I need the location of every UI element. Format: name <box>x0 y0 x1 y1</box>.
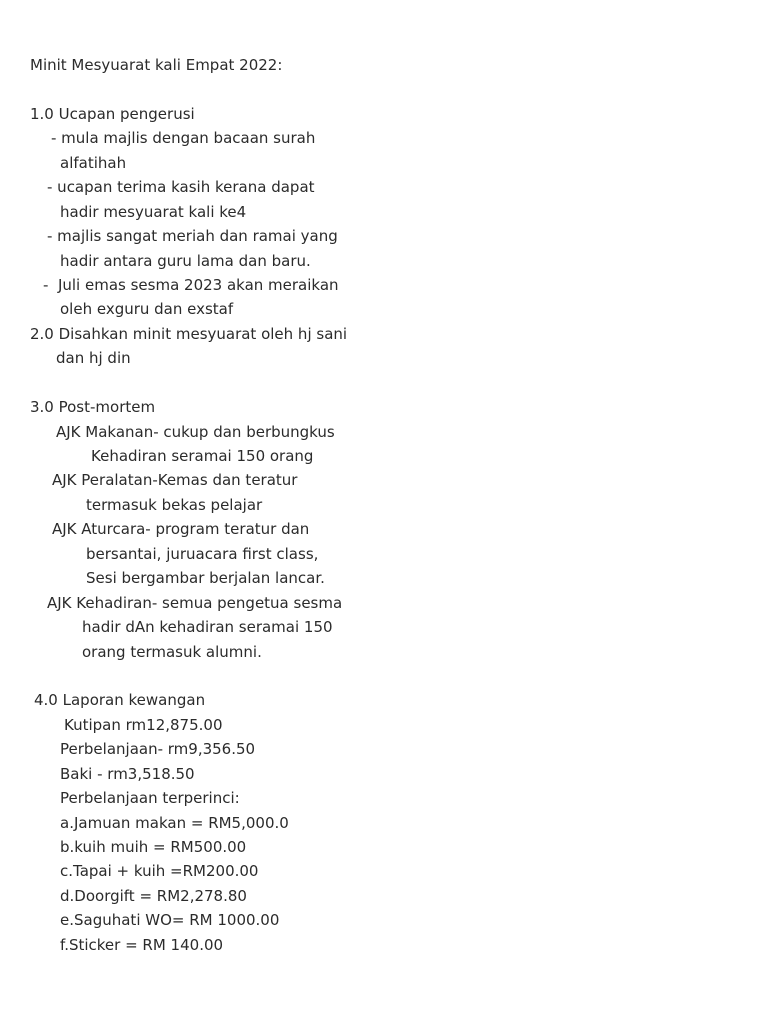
section-3-line: bersantai, juruacara first class, <box>86 544 319 563</box>
section-4-line: Perbelanjaan terperinci: <box>60 789 240 808</box>
blank-line <box>0 371 768 395</box>
section-3-line: orang termasuk alumni. <box>82 642 262 661</box>
section-1-line: - Juli emas sesma 2023 akan meraikan <box>43 275 339 294</box>
section-4-line: Perbelanjaan- rm9,356.50 <box>60 740 256 759</box>
section-1-heading: 1.0 Ucapan pengerusi <box>30 104 195 123</box>
expense-item: a.Jamuan makan = RM5,000.0 <box>60 813 289 832</box>
section-3-line: termasuk bekas pelajar <box>86 495 263 514</box>
section-4-line: Kutipan rm12,875.00 <box>64 715 223 734</box>
section-3-line: AJK Kehadiran- semua pengetua sesma <box>47 593 343 612</box>
expense-item: b.kuih muih = RM500.00 <box>60 838 247 856</box>
section-1-line: hadir mesyuarat kali ke4 <box>60 202 247 221</box>
section-3-line: AJK Aturcara- program teratur dan <box>52 520 310 539</box>
section-1-line: oleh exguru dan exstaf <box>60 300 234 319</box>
meeting-minutes-note <box>0 53 768 957</box>
section-3-line: AJK Makanan- cukup dan berbungkus <box>56 422 335 441</box>
expense-item: c.Tapai + kuih =RM200.00 <box>60 862 259 881</box>
note-title: Minit Mesyuarat kali Empat 2022: <box>30 56 283 74</box>
section-2-heading: 2.0 Disahkan minit mesyuarat oleh hj sani <box>30 324 348 343</box>
section-1-line: alfatihah <box>60 153 127 172</box>
section-3-heading: 3.0 Post-mortem <box>30 398 156 417</box>
section-4-heading: 4.0 Laporan kewangan <box>34 691 206 710</box>
section-3-line: hadir dAn kehadiran seramai 150 <box>82 618 333 637</box>
section-3-line: Sesi bergambar berjalan lancar. <box>86 569 325 588</box>
expense-item: e.Saguhati WO= RM 1000.00 <box>60 911 280 930</box>
section-3-line: Kehadiran seramai 150 orang <box>91 447 314 465</box>
section-4-line: Baki - rm3,518.50 <box>60 764 195 783</box>
section-1-line: - ucapan terima kasih kerana dapat <box>47 178 315 197</box>
blank-line <box>0 77 768 101</box>
section-1-line: - majlis sangat meriah dan ramai yang <box>47 227 338 246</box>
expense-item: f.Sticker = RM 140.00 <box>60 935 224 954</box>
expense-item: d.Doorgift = RM2,278.80 <box>60 886 247 905</box>
section-1-line: hadir antara guru lama dan baru. <box>60 251 311 270</box>
section-2-line: dan hj din <box>56 349 131 368</box>
blank-line <box>0 664 768 688</box>
section-3-line: AJK Peralatan-Kemas dan teratur <box>52 471 298 490</box>
section-1-line: - mula majlis dengan bacaan surah <box>51 129 316 148</box>
